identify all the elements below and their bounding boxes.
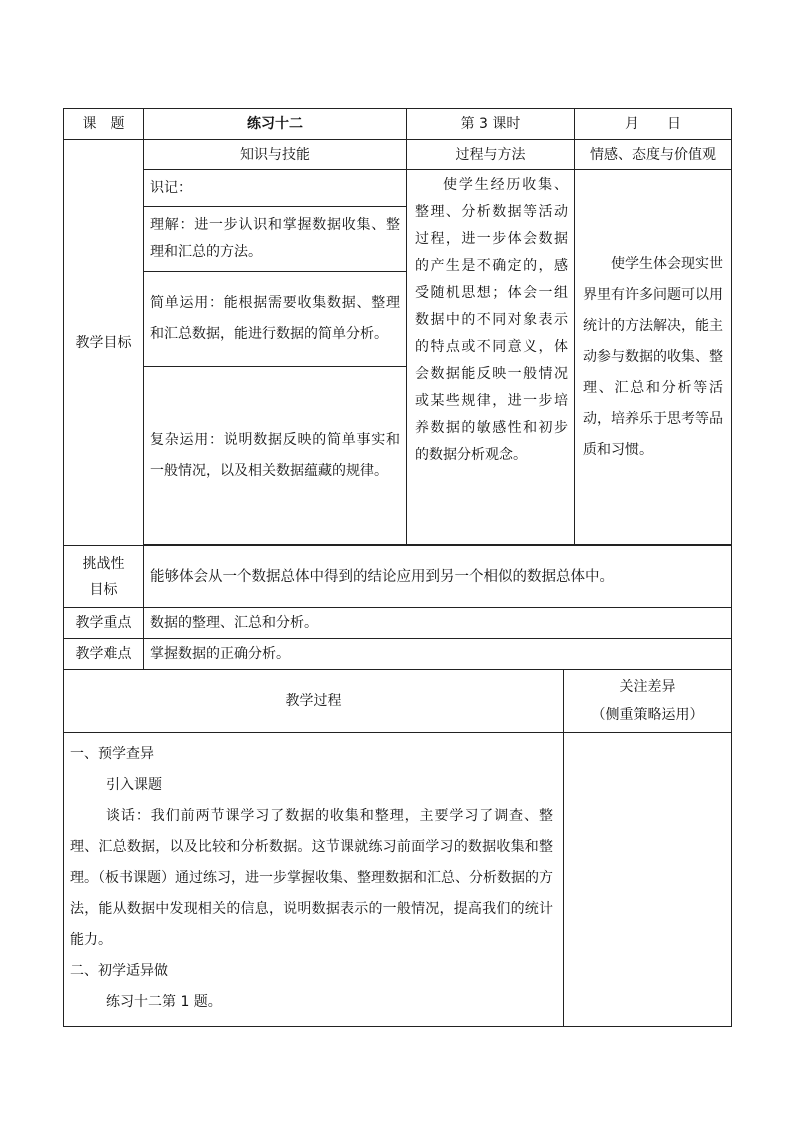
process-goal-text <box>407 170 575 545</box>
challenge-text: 能够体会从一个数据总体中得到的结论应用到另一个相似的数据总体中。 <box>144 546 732 608</box>
talk-paragraph: 谈话：我们前两节课学习了数据的收集和整理，主要学习了调查、整理、汇总数据，以及比较和分析数据。这节课就练习前面学习的数据收集和整理。（板书课题）通过练习，进一步掌握收集、整理数据和汇总、分析数据的方法，能从数据中发现相关的信息，说明数据表示的一般情况，提高我们的统计能力。 <box>70 808 553 948</box>
col-knowledge-header: 知识与技能 <box>144 140 407 170</box>
challenge-label-line2: 目标 <box>89 581 118 598</box>
process-header-right <box>564 670 732 733</box>
lesson-body <box>64 733 564 1027</box>
goal-recall: 识记： <box>144 170 407 207</box>
process-header-right-line1: 关注差异 <box>619 679 676 695</box>
challenge-label-line1: 挑战性 <box>82 555 125 572</box>
key-point-text: 数据的整理、汇总和分析。 <box>144 608 732 639</box>
period-cell: 第 3 课时 <box>407 109 575 140</box>
intro-line: 引入课题 <box>106 777 162 793</box>
attitude-goal-text <box>575 170 732 545</box>
col-process-header: 过程与方法 <box>407 140 575 170</box>
section-2-heading: 二、初学适异做 <box>70 963 168 979</box>
exercise-line: 练习十二第 1 题。 <box>106 994 222 1010</box>
key-point-label: 教学重点 <box>64 608 144 639</box>
topic-value: 练习十二 <box>144 109 407 140</box>
process-goal-paragraph: 使学生经历收集、整理、分析数据等活动过程，进一步体会数据的产生是不确定的，感受随机思想；体会一组数据中的不同对象表示的特点或不同意义，体会数据能反映一般情况或某些规律，进一步培养数据的敏感性和初步的数据分析观念。 <box>415 177 568 463</box>
differences-notes-cell <box>564 733 732 1027</box>
goal-simple-apply: 简单运用：能根据需要收集数据、整理和汇总数据，能进行数据的简单分析。 <box>144 272 407 367</box>
goal-understand: 理解：进一步认识和掌握数据收集、整理和汇总的方法。 <box>144 207 407 272</box>
section-1-heading: 一、预学查异 <box>70 746 154 762</box>
col-attitude-header: 情感、态度与价值观 <box>575 140 732 170</box>
difficulty-text: 掌握数据的正确分析。 <box>144 639 732 670</box>
attitude-goal-paragraph: 使学生体会现实世界里有许多问题可以用统计的方法解决，能主动参与数据的收集、整理、汇总和分析等活动，培养乐于思考等品质和习惯。 <box>583 255 723 458</box>
process-header-right-line2: （侧重策略运用） <box>591 707 704 723</box>
difficulty-label: 教学难点 <box>64 639 144 670</box>
process-header-left: 教学过程 <box>64 670 564 733</box>
topic-label: 课 题 <box>64 109 144 140</box>
goals-row-label: 教学目标 <box>64 140 144 546</box>
goal-complex-apply: 复杂运用：说明数据反映的简单事实和一般情况，以及相关数据蕴藏的规律。 <box>144 367 407 545</box>
lesson-plan-table <box>63 108 731 1027</box>
date-cell: 月 日 <box>575 109 732 140</box>
challenge-label <box>64 546 144 608</box>
